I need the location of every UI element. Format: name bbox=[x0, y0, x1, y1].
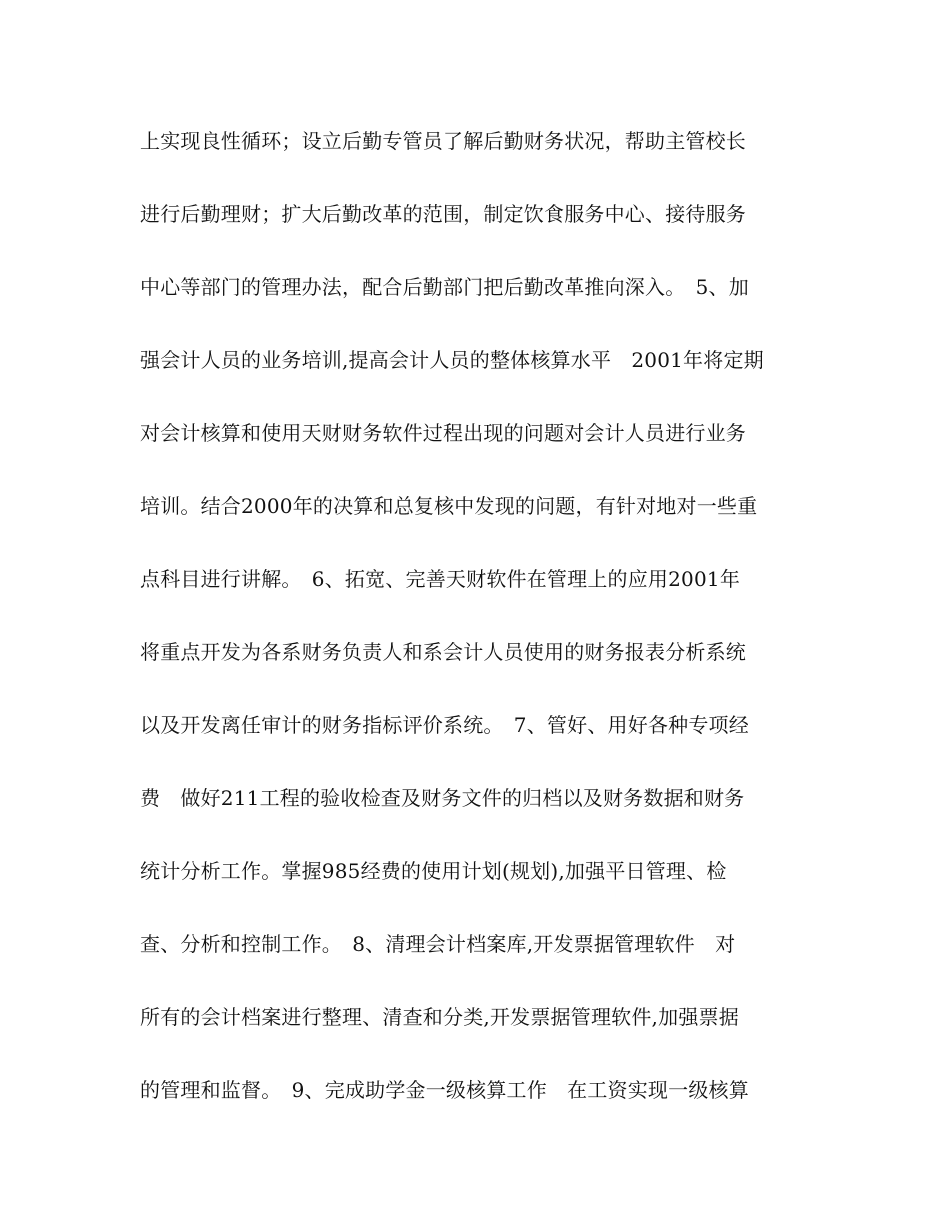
text-line: 以及开发离任审计的财务指标评价系统。 7、管好、用好各种专项经 bbox=[140, 713, 749, 737]
text-line: 查、分析和控制工作。 8、清理会计档案库,开发票据管理软件 对 bbox=[140, 932, 736, 956]
text-line: 统计分析工作。掌握985经费的使用计划(规划),加强平日管理、检 bbox=[140, 859, 727, 883]
text-line: 强会计人员的业务培训,提高会计人员的整体核算水平 2001年将定期 bbox=[140, 348, 764, 372]
text-line: 所有的会计档案进行整理、清查和分类,开发票据管理软件,加强票据 bbox=[140, 1005, 739, 1029]
body-text bbox=[140, 121, 820, 1143]
text-line: 中心等部门的管理办法，配合后勤部门把后勤改革推向深入。 5、加 bbox=[140, 275, 749, 299]
text-line: 费 做好211工程的验收检查及财务文件的归档以及财务数据和财务 bbox=[140, 786, 745, 810]
text-line: 上实现良性循环；设立后勤专管员了解后勤财务状况，帮助主管校长 bbox=[140, 129, 746, 153]
text-line: 的管理和监督。 9、完成助学金一级核算工作 在工资实现一级核算 bbox=[140, 1078, 749, 1102]
text-line: 将重点开发为各系财务负责人和系会计人员使用的财务报表分析系统 bbox=[140, 640, 746, 664]
text-line: 进行后勤理财；扩大后勤改革的范围，制定饮食服务中心、接待服务 bbox=[140, 202, 746, 226]
text-line: 培训。结合2000年的决算和总复核中发现的问题，有针对地对一些重 bbox=[140, 494, 758, 518]
text-line: 对会计核算和使用天财财务软件过程出现的问题对会计人员进行业务 bbox=[140, 421, 746, 445]
text-line: 点科目进行讲解。 6、拓宽、完善天财软件在管理上的应用2001年 bbox=[140, 567, 741, 591]
